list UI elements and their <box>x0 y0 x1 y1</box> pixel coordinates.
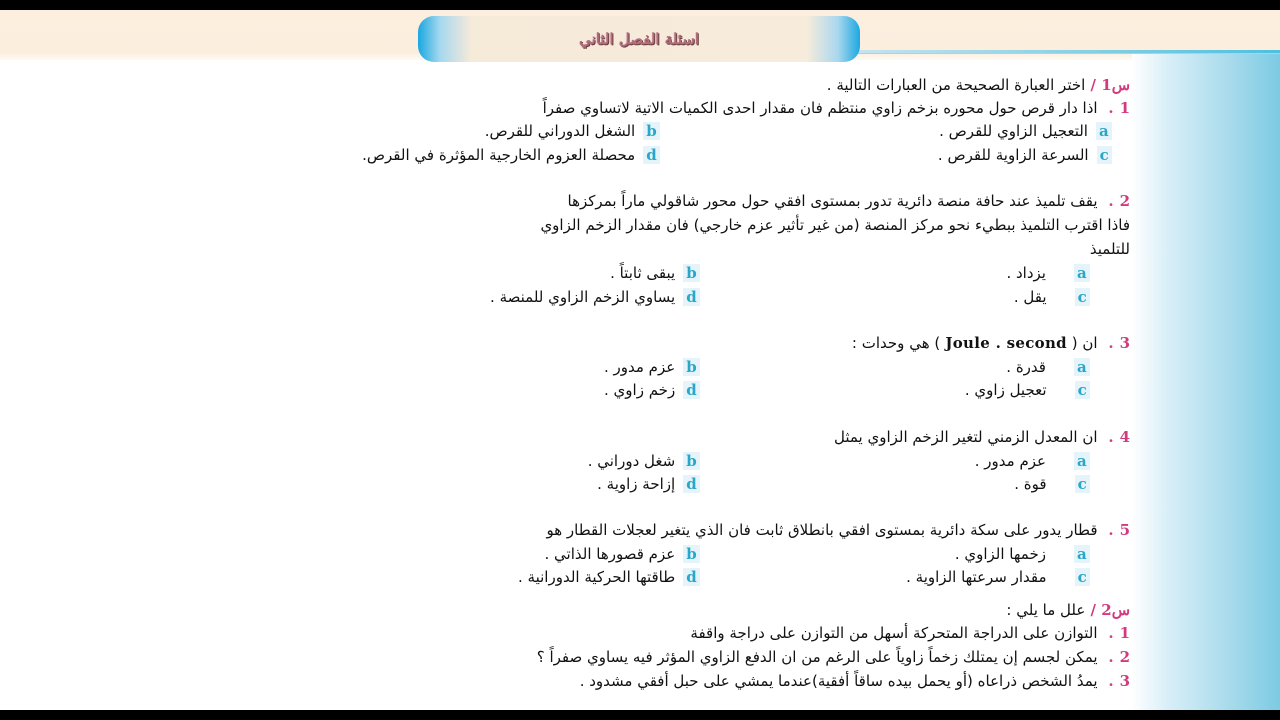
bottom-black-bar <box>0 710 1280 720</box>
item-number: 1 <box>1119 624 1130 642</box>
section1-heading: س1 / اختر العبارة الصحيحة من العبارات التالية . <box>826 76 1130 94</box>
option-4d[interactable] <box>597 475 700 493</box>
top-black-bar <box>0 0 1280 10</box>
option-letter: b <box>683 358 700 376</box>
option-letter: c <box>1075 475 1090 493</box>
question-text: قطار يدور على سكة دائرية بمستوى افقي بانطلاق ثابت فان الذي يتغير لعجلات القطار هو <box>546 521 1098 539</box>
title-tab <box>418 16 860 62</box>
option-text: السرعة الزاوية للقرص . <box>937 146 1089 164</box>
section2-heading: س2 / علل ما يلي : <box>1006 601 1130 619</box>
option-text: الشغل الدوراني للقرص. <box>484 122 636 140</box>
question-text: يقف تلميذ عند حافة منصة دائرية تدور بمستوى افقي حول محور شاقولي ماراً بمركزها <box>567 192 1098 210</box>
option-letter: a <box>1074 452 1090 470</box>
question-1: 1. اذا دار قرص حول محوره بزخم زاوي منتظم فان مقدار احدى الكميات الاتية لاتساوي صفراً <box>542 99 1130 117</box>
option-1b[interactable] <box>485 122 660 140</box>
option-letter: b <box>683 452 700 470</box>
item-number: 3 <box>1119 672 1130 690</box>
option-2c[interactable] <box>1014 288 1090 306</box>
question-2-line3 <box>1090 240 1130 258</box>
option-text: قوة . <box>1014 475 1047 493</box>
question-text: للتلميذ <box>1089 240 1130 258</box>
question-3: 3. ان ( Joule . second ) هي وحدات : <box>851 334 1130 352</box>
option-letter: d <box>683 381 700 399</box>
option-text: زخم زاوي . <box>604 381 676 399</box>
question-text: اذا دار قرص حول محوره بزخم زاوي منتظم فان مقدار احدى الكميات الاتية لاتساوي صفراً <box>542 99 1098 117</box>
item-number: 2 <box>1119 648 1130 666</box>
option-text: تعجيل زاوي . <box>964 381 1047 399</box>
option-letter: b <box>683 264 700 282</box>
section1-instruction: اختر العبارة الصحيحة من العبارات التالية . <box>826 76 1086 94</box>
option-letter: d <box>683 475 700 493</box>
question-number: 2 <box>1119 192 1130 210</box>
option-letter: a <box>1096 122 1112 140</box>
option-3a[interactable] <box>1006 358 1090 376</box>
question-4: 4. ان المعدل الزمني لتغير الزخم الزاوي يمثل <box>833 428 1130 446</box>
option-5b[interactable] <box>545 545 701 563</box>
question-number: 1 <box>1119 99 1130 117</box>
question-number: 3 <box>1119 334 1130 352</box>
question-text: ان المعدل الزمني لتغير الزخم الزاوي يمثل <box>833 428 1098 446</box>
option-1c[interactable] <box>938 146 1112 164</box>
option-text: مقدار سرعتها الزاوية . <box>906 568 1047 586</box>
option-letter: b <box>643 122 660 140</box>
question-number: 4 <box>1119 428 1130 446</box>
option-text: عزم مدور . <box>974 452 1046 470</box>
section2-item-1: 1. التوازن على الدراجة المتحركة أسهل من التوازن على دراجة واقفة <box>690 624 1130 642</box>
option-4a[interactable] <box>975 452 1090 470</box>
option-text: قدرة . <box>1006 358 1046 376</box>
option-text: يزداد . <box>1006 264 1046 282</box>
option-2a[interactable] <box>1006 264 1090 282</box>
option-letter: d <box>683 288 700 306</box>
section1-label: س1 <box>1101 76 1130 94</box>
option-letter: a <box>1074 264 1090 282</box>
item-text: التوازن على الدراجة المتحركة أسهل من التوازن على دراجة واقفة <box>690 624 1098 642</box>
section2-instruction: علل ما يلي : <box>1006 601 1086 619</box>
option-letter: d <box>683 568 700 586</box>
option-text: التعجيل الزاوي للقرص . <box>939 122 1088 140</box>
option-letter: d <box>643 146 660 164</box>
option-4b[interactable] <box>588 452 700 470</box>
section2-label: س2 <box>1101 601 1130 619</box>
option-5c[interactable] <box>906 568 1090 586</box>
option-text: يبقى ثابتاً . <box>610 264 676 282</box>
option-letter: c <box>1097 146 1112 164</box>
option-letter: c <box>1075 381 1090 399</box>
option-2d[interactable] <box>490 288 700 306</box>
option-letter: c <box>1075 568 1090 586</box>
question-number: 5 <box>1119 521 1130 539</box>
question-text: ) هي وحدات : <box>851 334 941 352</box>
option-letter: c <box>1075 288 1090 306</box>
option-text: شغل دوراني . <box>587 452 676 470</box>
option-1a[interactable] <box>939 122 1112 140</box>
option-3c[interactable] <box>965 381 1090 399</box>
page-title: اسئلة الفصل الثاني <box>579 30 699 48</box>
option-text: عزم مدور . <box>603 358 676 376</box>
option-text: محصلة العزوم الخارجية المؤثرة في القرص. <box>362 146 636 164</box>
option-1d[interactable] <box>362 146 660 164</box>
unit-text: Joule . second <box>945 334 1067 352</box>
option-text: عزم قصورها الذاتي . <box>544 545 676 563</box>
option-5d[interactable] <box>518 568 700 586</box>
option-3b[interactable] <box>604 358 700 376</box>
side-gradient-strip <box>1132 54 1280 710</box>
option-text: إزاحة زاوية . <box>597 475 676 493</box>
option-5a[interactable] <box>955 545 1090 563</box>
option-4c[interactable] <box>1014 475 1090 493</box>
option-text: يساوي الزخم الزاوي للمنصة . <box>490 288 676 306</box>
question-text: فاذا اقترب التلميذ ببطيء نحو مركز المنصة (من غير تأثير عزم خارجي) فان مقدار الزخم الزاوي <box>540 216 1130 234</box>
section2-item-2: 2. يمكن لجسم إن يمتلك زخماً زاوياً على الرغم من ان الدفع الزاوي المؤثر فيه يساوي صفراً ؟ <box>536 648 1130 666</box>
option-letter: a <box>1074 358 1090 376</box>
option-letter: a <box>1074 545 1090 563</box>
option-text: يقل . <box>1013 288 1047 306</box>
item-text: يمكن لجسم إن يمتلك زخماً زاوياً على الرغم من ان الدفع الزاوي المؤثر فيه يساوي صفراً ؟ <box>536 648 1098 666</box>
option-3d[interactable] <box>604 381 700 399</box>
option-text: زخمها الزاوي . <box>954 545 1046 563</box>
option-text: طاقتها الحركية الدورانية . <box>518 568 676 586</box>
option-2b[interactable] <box>610 264 700 282</box>
option-letter: b <box>683 545 700 563</box>
item-text: يمدُ الشخص ذراعاه (أو يحمل بيده ساقاً أفقية)عندما يمشي على حبل أفقي مشدود . <box>579 672 1098 690</box>
question-2: 2. يقف تلميذ عند حافة منصة دائرية تدور بمستوى افقي حول محور شاقولي ماراً بمركزها <box>567 192 1130 210</box>
section2-item-3: 3. يمدُ الشخص ذراعاه (أو يحمل بيده ساقاً أفقية)عندما يمشي على حبل أفقي مشدود . <box>579 672 1130 690</box>
question-2-line2 <box>540 216 1130 234</box>
question-text: ان ( <box>1071 334 1098 352</box>
question-5: 5. قطار يدور على سكة دائرية بمستوى افقي بانطلاق ثابت فان الذي يتغير لعجلات القطار هو <box>546 521 1130 539</box>
